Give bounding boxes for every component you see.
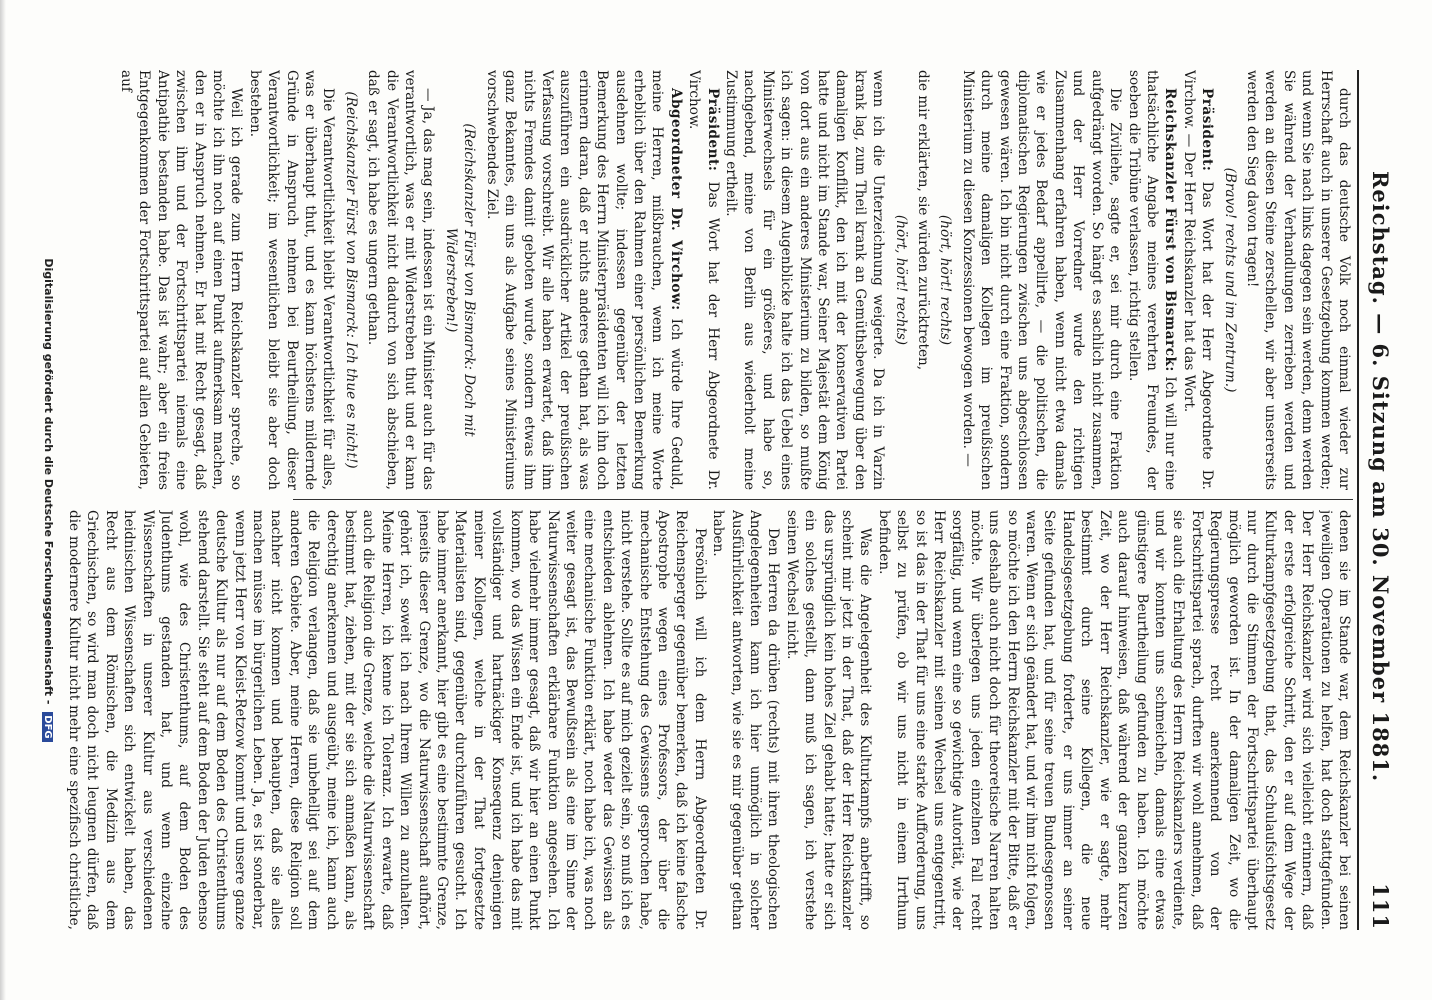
- speech-text: Ich würde Ihre Geduld, meine Herren, mißbrauchen, wenn ich meine Worte erheblich über den Rahmen einer persönlichen Bemerkung ausdehnen wollte; indessen gegenüber der letzten Bemerkung des Herrn Ministerpräsidenten will ich ihn doch erinnern daran, daß er nichts anderes gethan hat, als was auszuführen ein ausdrücklicher Artikel der preußischen Verfassung vorschreibt. Wir alle haben erwartet, daß ihm nichts Fremdes damit geboten wurde, sondern etwas ihm ganz Bekanntes, ein uns als Aufgabe seines Ministeriums vorschwebendes Ziel.: [483, 70, 684, 490]
- speaker-name: Präsident:: [704, 88, 721, 172]
- speaker-name: Präsident:: [1199, 88, 1216, 172]
- speaker-name: Abgeordneter Dr. Virchow:: [667, 88, 684, 311]
- footer-text: Digitalisierung gefördert durch die Deutsche Forschungsgemeinschaft -: [42, 258, 55, 705]
- speech-text: Das Wort hat der Herr Abgeordnete Dr. Virchow.: [686, 70, 721, 490]
- page-header: [1361, 70, 1401, 930]
- paragraph: [685, 70, 722, 490]
- paragraph: Die Ziviliehe, sagte er, sei mir durch eine Fraktion aufgedrängt worden. So hängt es sachlich nicht zusammen, und der Herr Vorredner wurde den richtigen Zusammenhang erfahren haben, wenn nicht etwa damals wie er jedes Bedarf appellirte, — die politischen, die diplomatischen Regierungen zwischen uns abgeschlossen gewesen wären. Ich bin nicht durch eine Fraktion, sondern durch meine damaligen Kollegen im preußischen Ministerium zu diesen Konzessionen bewogen worden. —: [959, 70, 1124, 490]
- digitization-footer: [42, 30, 55, 970]
- stage-direction: (Reichskanzler Fürst von Bismarck: Ich thue es nicht!): [342, 91, 359, 469]
- paragraph: [1124, 70, 1179, 490]
- paragraph: die mir erklärten, sie würden zurücktreten,: [915, 70, 932, 371]
- right-column: [63, 510, 1353, 930]
- stage-direction: (Bravo! rechts und im Zentrum.): [1221, 167, 1238, 393]
- paragraph: Was die Angelegenheit des Kulturkampfs anbetrifft, so scheint mir jetzt in der That, daß der Herr Reichskanzler das ursprünglich kein hohes Ziel gehabt hatte; hatte er sich ein solches gestellt, dann muß ich sagen, ich verstehe seinen Wechsel nicht.: [783, 510, 874, 930]
- paragraph: wenn ich die Unterzeichnung weigerte. Da ich in Varzin krank lag, zum Theil krank an Gemüthsbewegung über den damaligen Konflikt, den ich mit der konservativen Partei hatte und nicht im Stande war, Seiner Majestät dem König von dort aus ein anderes Ministerium zu bilden, so mußte ich sagen: in diesem Augenblicke halte ich das Uebel eines Ministerwechsels für ein größeres, und habe so, nachgebend, meine von Berlin aus wiederholt meine Zustimmung ertheilt.: [723, 70, 887, 490]
- dfg-logo: DFG: [42, 712, 53, 741]
- paragraph: durch das deutsche Volk noch einmal wieder zur Herrschaft auch in unserer Gesetzgebung kommen werden; und wenn Sie nach links dagegen sein werden, denn werden Sie während der Verhandlungen zerrieben werden und werden an diesen Steine zerschellen, wir aber unsererseits werden den Sieg davon tragen!: [1243, 70, 1352, 490]
- left-column: [63, 70, 1353, 490]
- speech-text: Das Wort hat der Herr Abgeordnete Dr. Virchow. — Der Herr Reichskanzler hat das Wort.: [1180, 70, 1216, 490]
- column-separator: [293, 499, 1353, 500]
- paragraph: Den Herren da drüben (rechts) mit ihren theologischen Angelegenheiten kann ich hier unmöglich in solcher Ausführlichkeit antworten, wie sie es mir gegenüber gethan haben.: [710, 510, 782, 930]
- paragraph: denen sie im Stande war, dem Reichskanzler bei seinen jeweiligen Operationen zu helfen, hat doch stattgefunden. Der Herr Reichskanzler wird sich vielleicht erinnern, daß der erste erfolgreiche Schritt, den er auf dem Wege der Kulturkampfgesetzgebung that, das Schulaufsichtsgesetz nur durch die Stimmen der Fortschrittspartei überhaupt möglich geworden ist. In der damaligen Zeit, wo die Regierungspresse recht anerkennend von der Fortschrittspartei sprach, durften wir wohl annehmen, daß sie auch die Erhaltung des Herrn Reichskanzlers verdiente, und wir konnten uns schmeicheln, damals eine etwas günstigere Beurtheilung gefunden zu haben. Ich möchte auch darauf hinweisen, daß während der ganzen kurzen Zeit, wo der Herr Reichskanzler, wie er sagte, mehr bestimmt durch seine Kollegen, die neue Handelsgesetzgebung forderte, er uns immer an seiner Seite gefunden hat, und für seine treuen Bundesgenossen waren. Wenn er sich geändert hat, und wir ihm nicht folgen, so möchte ich den Herrn Reichskanzler mit der Bitte, daß er uns deshalb auch nicht doch für theoretische Narren halten möchte. Wir überlegen uns jeden einzelnen Fall recht sorgfältig, und wenn eine so gewichtige Autorität, wie der Herr Reichskanzler mit seinen Wechsel uns entgegentritt, so ist das in der That für uns eine starke Aufforderung, uns selbst zu prüfen, ob wir uns nicht in einem Irrthum befinden.: [875, 510, 1352, 930]
- rotated-document-page: [35, 30, 1405, 970]
- stage-direction: (hört, hört! rechts): [892, 214, 909, 346]
- header-rule: [1357, 70, 1359, 930]
- stage-direction: (hört, hört! rechts): [937, 214, 954, 346]
- paragraph: Persönlich will ich dem Herrn Abgeordneten Dr. Reichensperger gegenüber bemerken, daß ich keine falsche Apostrophe wegen eines Professors, der über die mechanische Entstehung des Gewissens gesprochen habe, nicht verstehe. Sollte es auf mich gezielt sein, so muß ich es entschieden ablehnen. Ich habe weder das Gewissen als eine mechanische Funktion erklärt, noch habe ich, was noch weiter gesagt ist, das Bewußtsein als eine im Sinne der Naturwissenschaften erklärbare Funktion angesehen. Ich habe vielmehr immer gesagt, daß wir hier an einen Punkt kommen, wo das Wissen ein Ende ist, und ich habe das mit vollständiger und hartnäckiger Konsequenz denjenigen meiner Kollegen, welche in der That fortgesetzte Materialisten sind, gegenüber durchzuführen gesucht. Ich habe immer anerkannt, hier gibt es eine bestimmte Grenze, jenseits dieser Grenze, wo die Naturwissenschaft aufhört, gehört ich, soweit ich nach Ihrem Willen zu anzuhalten. Meine Herren, ich kenne ich Toleranz. Ich erwarte, daß auch die Religion die Grenze, welche die Naturwissenschaft bestimmt hat, ziehen, mit der sie sich anmaßen kann, als derechtig anerkennen und ausgeübt, meine ich, kann auch die Religion verlangen, daß sie unbehelligt sei auf dem anderen Gebiete. Aber, meine Herren, diese Religion soll nachher nicht kommen und behaupten, daß sie alles machen müsse im bürgerlichen Leben. Ja, es ist sonderbar, wenn jetzt Herr von Kleist-Retzow kommt und unsere ganze deutsche Kultur als nur auf dem Boden des Christenthums stehend darstellt. Sie steht auf dem Boden der Juden ebenso wohl, wie des Christenthums, auf dem Boden des Judenthums gestanden hat, und wenn einzelne Wissenschaften in unserer Kultur aus verschiedenen heidnischen Wissenschaften sich entwickelt haben, das Recht aus dem Römischen, die Medizin aus dem Griechischen, so wird man doch nicht leugnen dürfen, daß die modernere Kultur nicht mehr eine spezifisch christliche,: [65, 510, 708, 930]
- page-number: 111: [1368, 883, 1394, 930]
- paragraph: Die Verantwortlichkeit bleibt Verantwortlichkeit für alles, was er überhaupt thut, und es kann höchstens mildernde Gründe in Anspruch nehmen bei Beurtheilung, dieser Verantwortlichkeit; im wesentlichen bleibt sie aber doch bestehen.: [246, 70, 337, 490]
- paragraph: — Ja, das mag sein, indessen ist ein Minister auch für das verantwortlich, was er mit Widerstreben thut und er kann die Verantwortlichkeit nicht dadurch von sich abschieben, daß er sagt, ich habe es ungern gethan.: [365, 70, 437, 490]
- page-edge-shadow: [0, 0, 6, 1000]
- speech-text: Ich will nur eine thatsächliche Angabe meines verehrten Freundes, der soeben die Tribüne verlassen, richtig stellen.: [1125, 70, 1179, 490]
- paragraph: Weil ich gerade zum Herrn Reichskanzler spreche, so möchte ich ihn noch auf einen Punkt aufmerksam machen, den er in Anspruch nehmen. Er hat mit Recht gesagt, daß zwischen ihm und der Fortschrittspartei niemals eine Antipathie bestanden habe. Das ist wahr; aber ein freies Entgegenkommen der Fortschrittspartei auf allen Gebieten, auf: [118, 70, 245, 490]
- speaker-name: Reichskanzler Fürst von Bismarck:: [1162, 88, 1179, 372]
- paragraph: [1179, 70, 1216, 490]
- paragraph: [482, 70, 684, 490]
- running-head: Reichstag. — 6. Sitzung am 30. November 1881.: [1368, 170, 1394, 783]
- stage-direction: (Reichskanzler Fürst von Bismarck: Doch mit Widerstreben!): [442, 123, 478, 437]
